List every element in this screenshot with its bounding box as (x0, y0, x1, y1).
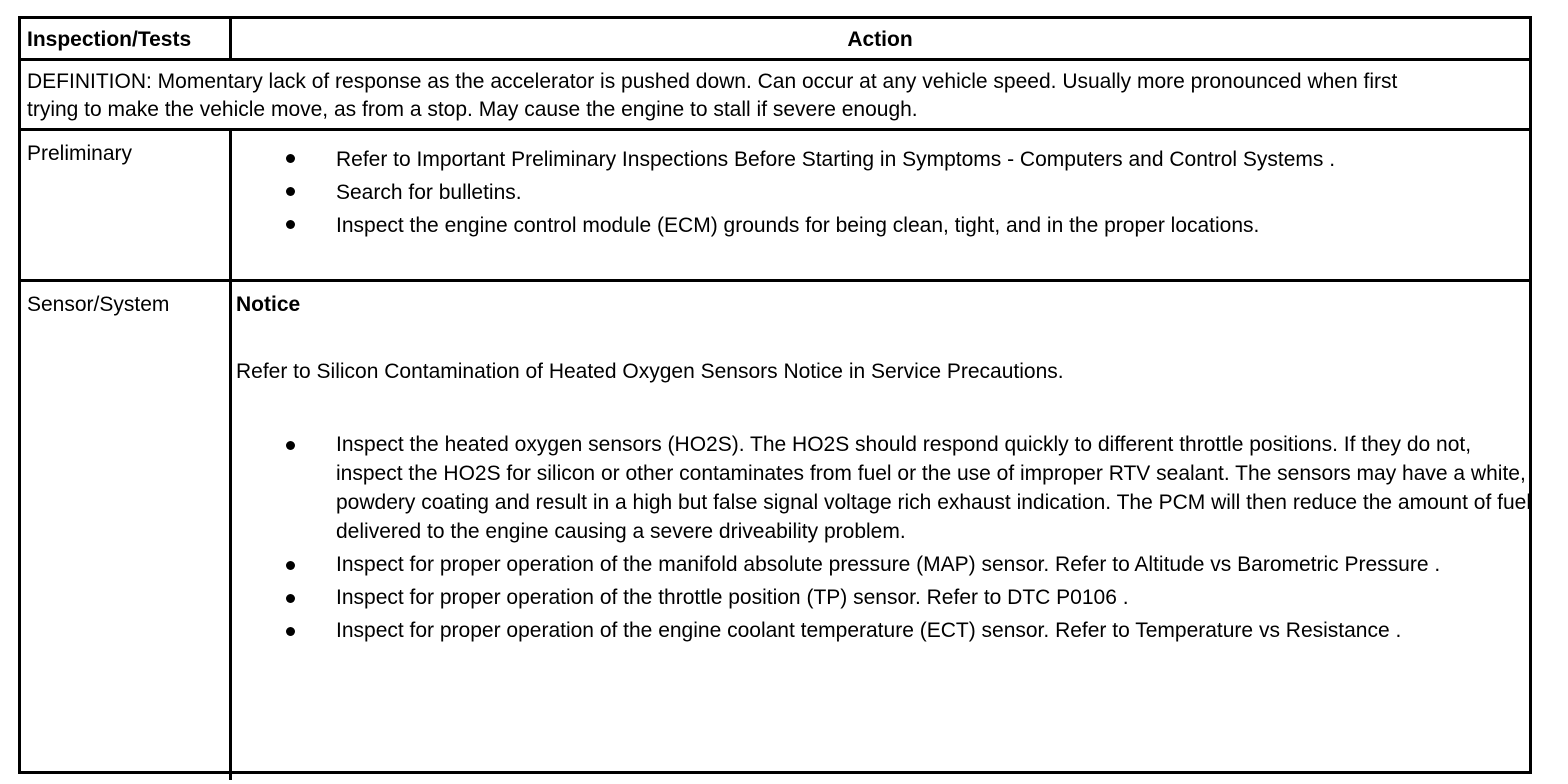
list-item (236, 550, 1531, 579)
diagnostic-table (18, 16, 1532, 774)
bullet-icon (286, 220, 295, 229)
list-item-text: Inspect the heated oxygen sensors (HO2S). The HO2S should respond quickly to different throttle positions. If they do not, inspect the HO2S for silicon or other contaminates from fuel or the use of improper RTV sealant. The sensors may have a white, powdery coating and result in a high but false signal voltage rich exhaust indication. The PCM will then reduce the amount of fuel delivered to the engine causing a severe driveability problem. (336, 433, 1531, 543)
divider-preliminary (21, 279, 1529, 282)
sensor-list (236, 430, 1531, 645)
list-item-text: Refer to Important Preliminary Inspections Before Starting in Symptoms - Computers and Control Systems . (336, 148, 1336, 171)
list-item-text: Inspect for proper operation of the manifold absolute pressure (MAP) sensor. Refer to Altitude vs Barometric Pressure . (336, 553, 1441, 576)
list-item-text: Inspect the engine control module (ECM) grounds for being clean, tight, and in the proper locations. (336, 214, 1260, 237)
header-action: Action (847, 28, 913, 51)
list-item (236, 430, 1531, 546)
divider-col-body (229, 128, 232, 780)
list-item (236, 143, 1531, 176)
definition-text: DEFINITION: Momentary lack of response as the accelerator is pushed down. Can occur at any vehicle speed. Usually more pronounced when first trying to make the vehicle move, as from a stop. May cause the engine to stall if severe enough. (27, 70, 1398, 121)
list-item-text: Inspect for proper operation of the engine coolant temperature (ECT) sensor. Refer to Temperature vs Resistance . (336, 619, 1402, 642)
list-item (236, 209, 1531, 242)
bullet-icon (286, 154, 295, 163)
bullet-icon (286, 441, 295, 450)
bullet-icon (286, 561, 295, 570)
list-item (236, 176, 1531, 209)
notice-title: Notice (236, 293, 301, 316)
bullet-icon (286, 627, 295, 636)
bullet-icon (286, 594, 295, 603)
list-item (236, 583, 1531, 612)
list-item (236, 616, 1531, 645)
header-inspection-tests: Inspection/Tests (27, 28, 192, 51)
sensor-system-label: Sensor/System (27, 293, 170, 316)
preliminary-label: Preliminary (27, 142, 133, 165)
divider-header (21, 58, 1529, 61)
bullet-icon (286, 187, 295, 196)
notice-text: Refer to Silicon Contamination of Heated Oxygen Sensors Notice in Service Precautions. (236, 360, 1064, 383)
list-item-text: Search for bulletins. (336, 181, 522, 204)
preliminary-list (236, 143, 1531, 242)
divider-definition (21, 128, 1529, 131)
divider-col-header (229, 19, 232, 59)
list-item-text: Inspect for proper operation of the throttle position (TP) sensor. Refer to DTC P0106 . (336, 586, 1129, 609)
